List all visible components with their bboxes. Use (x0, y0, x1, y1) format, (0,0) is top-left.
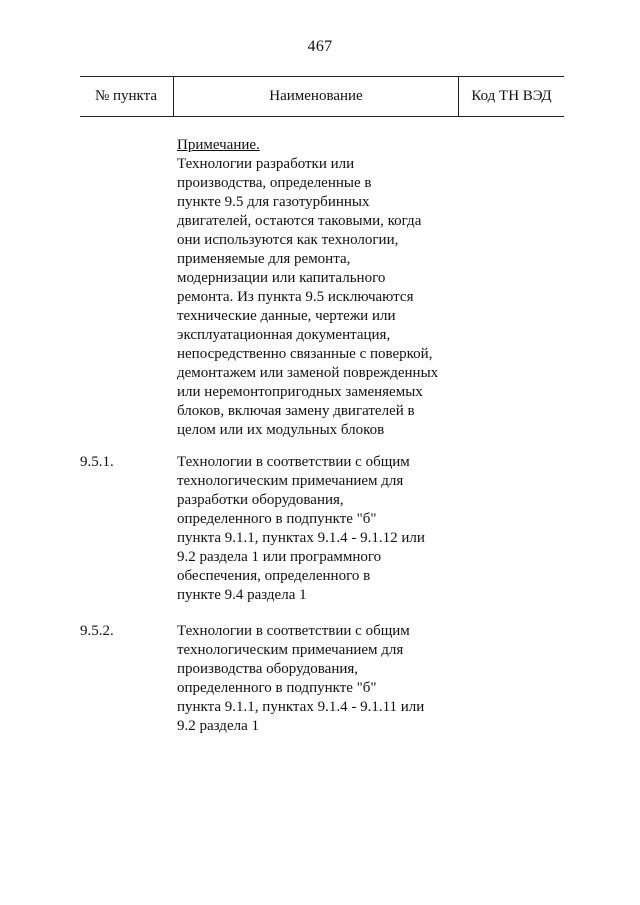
entry-body (177, 453, 477, 605)
entry-line: пункта 9.1.1, пунктах 9.1.4 - 9.1.11 или (177, 699, 425, 715)
entry-line: определенного в подпункте "б" (177, 680, 377, 696)
note-line: модернизации или капитального (177, 270, 386, 286)
entry-line: производства оборудования, (177, 661, 359, 677)
note-line: блоков, включая замену двигателей в (177, 403, 415, 419)
note-line: или неремонтопригодных заменяемых (177, 384, 423, 400)
entry-body (177, 622, 477, 736)
note-line: целом или их модульных блоков (177, 422, 385, 438)
header-top-rule (80, 76, 564, 77)
entry-line: 9.2 раздела 1 или программного (177, 549, 382, 565)
entry-line: разработки оборудования, (177, 492, 344, 508)
page-number: 467 (307, 38, 333, 55)
note-line: ремонта. Из пункта 9.5 исключаются (177, 289, 414, 305)
note-line: демонтажем или заменой поврежденных (177, 365, 439, 381)
header-col-number: № пункта (94, 88, 158, 104)
note-title: Примечание. (177, 137, 260, 153)
note-line: двигателей, остаются таковыми, когда (177, 213, 422, 229)
note-line: непосредственно связанные с поверкой, (177, 346, 433, 362)
entry-number: 9.5.2. (80, 623, 114, 639)
note-line: они используются как технологии, (177, 232, 399, 248)
note-line: производства, определенные в (177, 175, 372, 191)
header-col-name: Наименование (269, 88, 363, 104)
entry-line: обеспечения, определенного в (177, 568, 371, 584)
entry-line: технологическим примечанием для (177, 642, 404, 658)
note-line: пункте 9.5 для газотурбинных (177, 194, 370, 210)
entry-line: пункта 9.1.1, пунктах 9.1.4 - 9.1.12 или (177, 530, 425, 546)
entry-line: Технологии в соответствии с общим (177, 623, 410, 639)
header-bottom-rule (80, 116, 564, 117)
note-line: технические данные, чертежи или (177, 308, 396, 324)
note-line: Технологии разработки или (177, 156, 355, 172)
entry-line: определенного в подпункте "б" (177, 511, 377, 527)
entry-line: технологическим примечанием для (177, 473, 404, 489)
note-line: эксплуатационная документация, (177, 327, 391, 343)
note-line: применяемые для ремонта, (177, 251, 351, 267)
entry-line: 9.2 раздела 1 (177, 718, 259, 734)
entry-number: 9.5.1. (80, 454, 114, 470)
entry-line: Технологии в соответствии с общим (177, 454, 410, 470)
note-body (177, 136, 477, 440)
entry-line: пункте 9.4 раздела 1 (177, 587, 307, 603)
header-col-code: Код ТН ВЭД (471, 88, 552, 104)
